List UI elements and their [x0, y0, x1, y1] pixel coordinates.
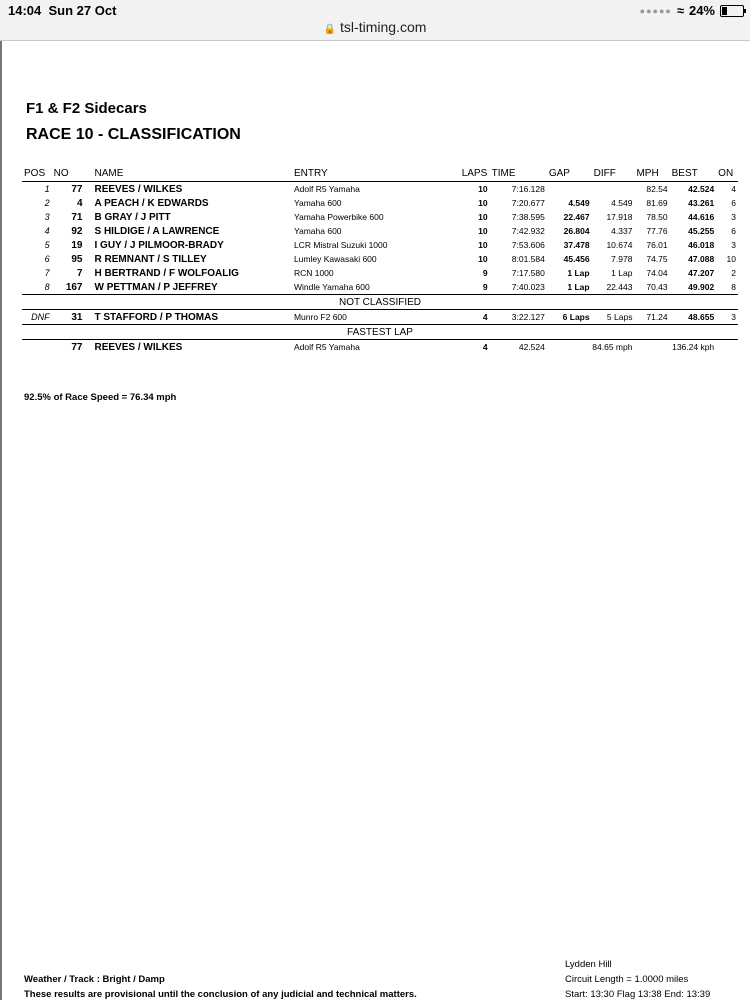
- cell-on: 6: [731, 198, 736, 208]
- table-row: [22, 224, 738, 238]
- table-row: [22, 266, 738, 280]
- fl-mph: 84.65 mph: [592, 342, 633, 352]
- cell-pos: 6: [44, 254, 50, 264]
- cell-pos: 3: [44, 212, 50, 222]
- cellular-signal-icon: ●●●●●: [639, 5, 672, 16]
- cell-on: 3: [731, 240, 736, 250]
- col-mph: MPH: [634, 166, 669, 182]
- wifi-icon: ≈: [676, 3, 684, 18]
- cell-on: 8: [731, 282, 736, 292]
- weather-note: Weather / Track : Bright / Damp: [24, 974, 165, 985]
- cell-mph: 82.54: [646, 184, 668, 194]
- provisional-note: These results are provisional until the conclusion of any judicial and technical matters.: [24, 989, 417, 1000]
- table-row: [22, 280, 738, 295]
- cell-no: 4: [76, 197, 83, 209]
- cell-best: 46.018: [688, 240, 715, 250]
- clock: 14:04 Sun 27 Oct: [8, 3, 117, 18]
- cell-name: REEVES / WILKES: [94, 183, 183, 195]
- cell-name: W PETTMAN / P JEFFREY: [94, 281, 218, 293]
- cell-mph: 70.43: [646, 282, 668, 292]
- lock-icon: 🔒: [323, 24, 337, 35]
- col-name: NAME: [85, 166, 292, 182]
- table-row: [22, 182, 738, 197]
- fl-no: 77: [71, 341, 83, 353]
- session-times: Start: 13:30 Flag 13:38 End: 13:39: [565, 989, 711, 1000]
- cell-laps: 10: [478, 212, 488, 222]
- cell-best: 47.207: [688, 268, 715, 278]
- col-on: ON: [716, 166, 738, 182]
- cell-entry: Yamaha Powerbike 600: [293, 212, 384, 222]
- col-gap: GAP: [547, 166, 592, 182]
- cell-pos: 5: [44, 240, 50, 250]
- cell-diff: 1 Lap: [611, 268, 633, 278]
- cell-name: R REMNANT / S TILLEY: [94, 253, 207, 265]
- cell-diff: 4.337: [611, 226, 633, 236]
- cell-mph: 74.04: [646, 268, 668, 278]
- cell-time: 7:40.023: [511, 282, 545, 292]
- status-indicators: [640, 3, 744, 18]
- results-table: [22, 166, 738, 354]
- cell-diff: 17.918: [606, 212, 633, 222]
- cell-name: T STAFFORD / P THOMAS: [94, 311, 219, 323]
- cell-gap: 22.467: [563, 212, 590, 222]
- table-header: [22, 166, 738, 182]
- fl-name: REEVES / WILKES: [94, 341, 183, 353]
- cell-entry: LCR Mistral Suzuki 1000: [293, 240, 388, 250]
- cell-best: 45.255: [688, 226, 715, 236]
- cell-name: H BERTRAND / F WOLFOALIG: [94, 267, 239, 279]
- cell-diff: 7.978: [611, 254, 633, 264]
- cell-gap: 37.478: [563, 240, 590, 250]
- cell-on: 6: [731, 226, 736, 236]
- cell-best: 48.655: [688, 312, 715, 322]
- cell-pos: 4: [44, 226, 50, 236]
- cell-mph: 76.01: [646, 240, 668, 250]
- cell-diff: 4.549: [611, 198, 633, 208]
- footer-right: [565, 957, 710, 1002]
- cell-mph: 74.75: [646, 254, 668, 264]
- cell-no: 31: [71, 311, 83, 323]
- cell-on: 10: [726, 254, 736, 264]
- fl-entry: Adolf R5 Yamaha: [293, 342, 360, 352]
- cell-no: 19: [71, 239, 83, 251]
- event-title: F1 & F2 Sidecars: [26, 100, 147, 117]
- cell-best: 42.524: [688, 184, 715, 194]
- cell-no: 92: [71, 225, 83, 237]
- cell-no: 167: [65, 281, 83, 293]
- cell-mph: 71.24: [646, 312, 668, 322]
- cell-mph: 78.50: [646, 212, 668, 222]
- cell-gap: 1 Lap: [567, 268, 590, 278]
- cell-laps: 10: [478, 198, 488, 208]
- cell-no: 7: [76, 267, 83, 279]
- not-classified-row: [22, 310, 738, 325]
- cell-mph: 77.76: [646, 226, 668, 236]
- cell-on: 4: [731, 184, 736, 194]
- race-speed-note: 92.5% of Race Speed = 76.34 mph: [24, 392, 177, 403]
- col-entry: ENTRY: [292, 166, 460, 182]
- cell-entry: Adolf R5 Yamaha: [293, 184, 360, 194]
- battery-icon: [720, 5, 744, 17]
- cell-best: 47.088: [688, 254, 715, 264]
- table-row: [22, 196, 738, 210]
- cell-on: 2: [731, 268, 736, 278]
- cell-diff: 22.443: [606, 282, 633, 292]
- col-no: NO: [52, 166, 85, 182]
- fl-time: 42.524: [518, 342, 545, 352]
- race-title: RACE 10 - CLASSIFICATION: [26, 126, 241, 143]
- cell-name: B GRAY / J PITT: [94, 211, 171, 223]
- cell-gap: 26.804: [563, 226, 590, 236]
- cell-pos: 2: [44, 198, 50, 208]
- cell-diff: [592, 182, 635, 197]
- cell-time: 8:01.584: [511, 254, 545, 264]
- cell-entry: Munro F2 600: [293, 312, 347, 322]
- col-diff: DIFF: [592, 166, 635, 182]
- url-text: tsl-timing.com: [340, 19, 427, 35]
- cell-time: 7:16.128: [511, 184, 545, 194]
- cell-pos: 7: [44, 268, 50, 278]
- circuit-name: Lydden Hill: [565, 959, 612, 970]
- cell-diff: 5 Laps: [606, 312, 633, 322]
- cell-name: A PEACH / K EDWARDS: [94, 197, 209, 209]
- col-laps: LAPS: [460, 166, 490, 182]
- cell-time: 7:38.595: [511, 212, 545, 222]
- cell-time: 7:20.677: [511, 198, 545, 208]
- footer-left: [24, 972, 417, 1002]
- table-row: [22, 210, 738, 224]
- cell-time: 7:42.932: [511, 226, 545, 236]
- cell-pos: 8: [44, 282, 50, 292]
- cell-gap: 1 Lap: [567, 282, 590, 292]
- fl-kph: 136.24 kph: [672, 342, 715, 352]
- not-classified-header: NOT CLASSIFIED: [22, 295, 738, 310]
- battery-percent: 24%: [688, 3, 715, 18]
- cell-laps: 4: [482, 312, 488, 322]
- cell-gap: [547, 182, 592, 197]
- col-pos: POS: [22, 166, 52, 182]
- cell-on: 3: [731, 212, 736, 222]
- cell-laps: 10: [478, 184, 488, 194]
- circuit-length: Circuit Length = 1.0000 miles: [565, 974, 689, 985]
- page-edge: [0, 41, 2, 1000]
- cell-name: S HILDIGE / A LAWRENCE: [94, 225, 220, 237]
- address-bar[interactable]: [0, 19, 750, 35]
- col-time: TIME: [490, 166, 547, 182]
- cell-time: 3:22.127: [511, 312, 545, 322]
- cell-gap: 4.549: [568, 198, 590, 208]
- cell-best: 44.616: [688, 212, 715, 222]
- cell-time: 7:53.606: [511, 240, 545, 250]
- cell-best: 49.902: [688, 282, 715, 292]
- cell-entry: Lumley Kawasaki 600: [293, 254, 377, 264]
- cell-no: 95: [71, 253, 83, 265]
- fastest-lap-row: [22, 340, 738, 355]
- browser-status-bar: [0, 0, 750, 41]
- cell-laps: 10: [478, 226, 488, 236]
- cell-pos: DNF: [31, 312, 50, 322]
- fl-lap: 4: [482, 342, 488, 352]
- cell-laps: 9: [482, 268, 488, 278]
- cell-laps: 10: [478, 254, 488, 264]
- cell-entry: Windle Yamaha 600: [293, 282, 370, 292]
- cell-laps: 9: [482, 282, 488, 292]
- cell-on: 3: [731, 312, 736, 322]
- fastest-lap-header: FASTEST LAP: [22, 325, 738, 340]
- cell-no: 71: [71, 211, 83, 223]
- table-row: [22, 238, 738, 252]
- cell-gap: 45.456: [563, 254, 590, 264]
- cell-pos: 1: [44, 184, 50, 194]
- cell-no: 77: [71, 183, 83, 195]
- cell-entry: Yamaha 600: [293, 198, 342, 208]
- cell-entry: Yamaha 600: [293, 226, 342, 236]
- cell-best: 43.261: [688, 198, 715, 208]
- cell-name: I GUY / J PILMOOR-BRADY: [94, 239, 224, 251]
- cell-time: 7:17.580: [511, 268, 545, 278]
- table-row: [22, 252, 738, 266]
- cell-gap: 6 Laps: [562, 312, 590, 322]
- cell-mph: 81.69: [646, 198, 668, 208]
- cell-diff: 10.674: [606, 240, 633, 250]
- col-best: BEST: [670, 166, 717, 182]
- cell-laps: 10: [478, 240, 488, 250]
- cell-entry: RCN 1000: [293, 268, 334, 278]
